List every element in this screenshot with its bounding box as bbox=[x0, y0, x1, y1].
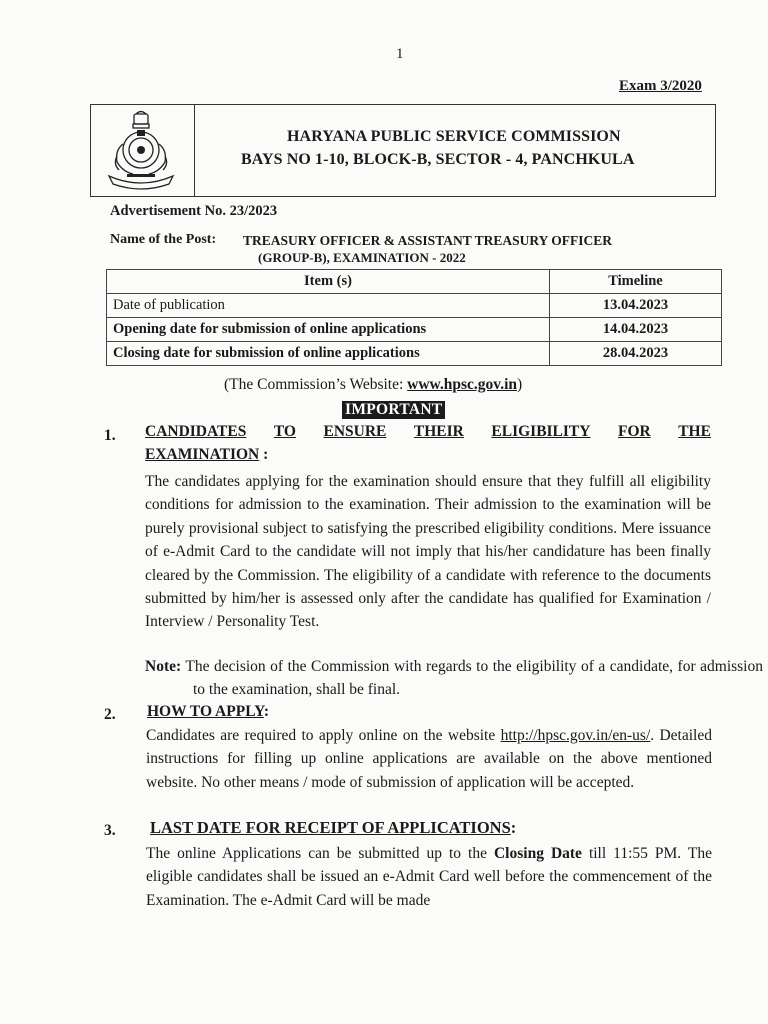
column-header-item: Item (s) bbox=[107, 270, 550, 294]
heading-text: LAST DATE FOR RECEIPT OF APPLICATIONS bbox=[150, 818, 511, 837]
heading-word: FOR bbox=[617, 423, 651, 440]
table-cell-date: 28.04.2023 bbox=[550, 342, 722, 366]
heading-word: TO bbox=[273, 423, 296, 440]
heading-word: THEIR bbox=[413, 423, 464, 440]
note-label: Note: bbox=[145, 658, 182, 675]
table-row bbox=[107, 294, 722, 318]
section-1-heading bbox=[145, 423, 711, 441]
heading-word: ELIGIBILITY bbox=[491, 423, 591, 440]
website-note bbox=[224, 376, 522, 394]
heading-word: ENSURE bbox=[323, 423, 387, 440]
post-name-label: Name of the Post: bbox=[110, 232, 217, 247]
table-cell-item: Date of publication bbox=[107, 294, 550, 318]
website-note-prefix: (The Commission’s Website: bbox=[224, 376, 408, 393]
heading-word: THE bbox=[678, 423, 711, 440]
important-banner: IMPORTANT bbox=[342, 401, 445, 419]
exam-code: Exam 3/2020 bbox=[619, 78, 702, 94]
section-1-body: The candidates applying for the examination should ensure that they fulfill all eligibility conditions for admission to the examination. Their admission to the examination will be purely provisional subject to satisfying the prescribed eligibility conditions. Mere issuance of e-Admit Card to the candidate will not imply that his/her candidature has been finally cleared by the Commission. The eligibility of a candidate with reference to the documents submitted by him/her is assessed only after the candidate has qualified for Examination / Interview / Personality Test. bbox=[145, 473, 711, 631]
advertisement-number: Advertisement No. 23/2023 bbox=[110, 203, 278, 219]
body-text: The online Applications can be submitted up to the bbox=[146, 845, 494, 862]
website-note-suffix: ) bbox=[517, 376, 523, 393]
section-3-body bbox=[146, 842, 712, 912]
timeline-table bbox=[106, 269, 722, 366]
body-text: . Detailed instructions for filling up online applications are available on the above mentioned website. No other means / mode of submission of application will be accepted. bbox=[146, 727, 712, 791]
page-number: 1 bbox=[396, 46, 404, 62]
table-row bbox=[107, 342, 722, 366]
commission-address: BAYS NO 1-10, BLOCK-B, SECTOR - 4, PANCHKULA bbox=[241, 151, 635, 168]
section-3-heading bbox=[150, 818, 516, 838]
heading-text: HOW TO APPLY bbox=[147, 703, 264, 720]
body-text: till 11:55 PM. The eligible candidates shall be issued an e-Admit Card well before the commencement of the Examination. The e-Admit Card will be made bbox=[146, 845, 712, 909]
section-2-body bbox=[146, 724, 712, 794]
website-link[interactable]: www.hpsc.gov.in bbox=[407, 376, 517, 393]
table-cell-date: 14.04.2023 bbox=[550, 318, 722, 342]
table-cell-item: Opening date for submission of online applications bbox=[107, 318, 550, 342]
letterhead-box bbox=[90, 104, 716, 197]
section-1-note bbox=[145, 655, 763, 702]
closing-date-emphasis: Closing Date bbox=[493, 845, 582, 862]
commission-name: HARYANA PUBLIC SERVICE COMMISSION bbox=[287, 128, 621, 145]
body-text: Candidates are required to apply online on the website bbox=[146, 727, 501, 744]
heading-colon: : bbox=[259, 446, 269, 463]
table-cell-item: Closing date for submission of online applications bbox=[107, 342, 550, 366]
emblem-cell bbox=[91, 105, 195, 196]
heading-colon: : bbox=[263, 703, 270, 720]
heading-word: CANDIDATES bbox=[145, 423, 247, 440]
table-row bbox=[107, 318, 722, 342]
post-name-line1: TREASURY OFFICER & ASSISTANT TREASURY OFFICER bbox=[243, 233, 612, 248]
section-2-heading bbox=[147, 703, 269, 721]
section-1-heading-line2 bbox=[145, 446, 268, 464]
section-1-number: 1. bbox=[104, 427, 116, 444]
post-name-line2: (GROUP-B), EXAMINATION - 2022 bbox=[258, 250, 466, 265]
application-link[interactable]: http://hpsc.gov.in/en-us/ bbox=[500, 727, 651, 744]
heading-colon: : bbox=[510, 818, 517, 837]
state-emblem-icon bbox=[103, 110, 179, 192]
heading-word: EXAMINATION bbox=[145, 446, 260, 463]
table-cell-date: 13.04.2023 bbox=[550, 294, 722, 318]
section-2-number: 2. bbox=[104, 706, 116, 723]
section-3-number: 3. bbox=[104, 822, 116, 839]
table-header-row bbox=[107, 270, 722, 294]
note-text: The decision of the Commission with regards to the eligibility of a candidate, for admission to the examination, shall be final. bbox=[181, 658, 763, 699]
column-header-timeline: Timeline bbox=[550, 270, 722, 294]
